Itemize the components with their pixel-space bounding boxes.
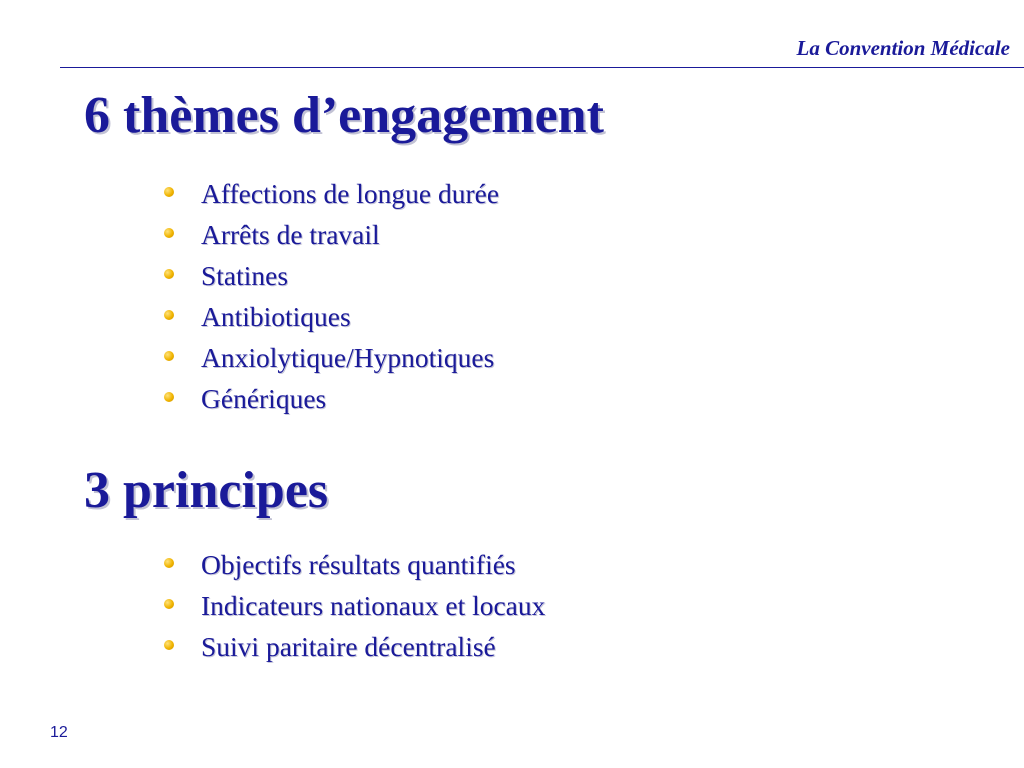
- bullet-dot-icon: [164, 351, 174, 361]
- bullet-dot-icon: [164, 558, 174, 568]
- list-item-label: Statines: [201, 260, 289, 291]
- list-item-label: Objectifs résultats quantifiés: [201, 549, 516, 580]
- bullet-dot-icon: [164, 640, 174, 650]
- bullet-dot-icon: [164, 269, 174, 279]
- page-number: 12: [50, 724, 68, 741]
- list-item-label: Arrêts de travail: [201, 219, 380, 250]
- list-item-label: Antibiotiques: [201, 301, 351, 332]
- bullet-dot-icon: [164, 228, 174, 238]
- bullet-dot-icon: [164, 310, 174, 320]
- header-divider: [60, 67, 1024, 68]
- bullet-dot-icon: [164, 187, 174, 197]
- list-item-label: Suivi paritaire décentralisé: [201, 631, 496, 662]
- list-item-label: Affections de longue durée: [201, 178, 500, 209]
- list-item-label: Anxiolytique/Hypnotiques: [201, 342, 495, 373]
- header-title: La Convention Médicale: [796, 36, 1010, 60]
- bullet-dot-icon: [164, 599, 174, 609]
- section-heading-principles: 3 principes: [84, 462, 329, 519]
- list-item-label: Génériques: [201, 383, 327, 414]
- section-heading-engagement: 6 thèmes d’engagement: [84, 87, 604, 144]
- bullet-dot-icon: [164, 392, 174, 402]
- list-item-label: Indicateurs nationaux et locaux: [201, 590, 546, 621]
